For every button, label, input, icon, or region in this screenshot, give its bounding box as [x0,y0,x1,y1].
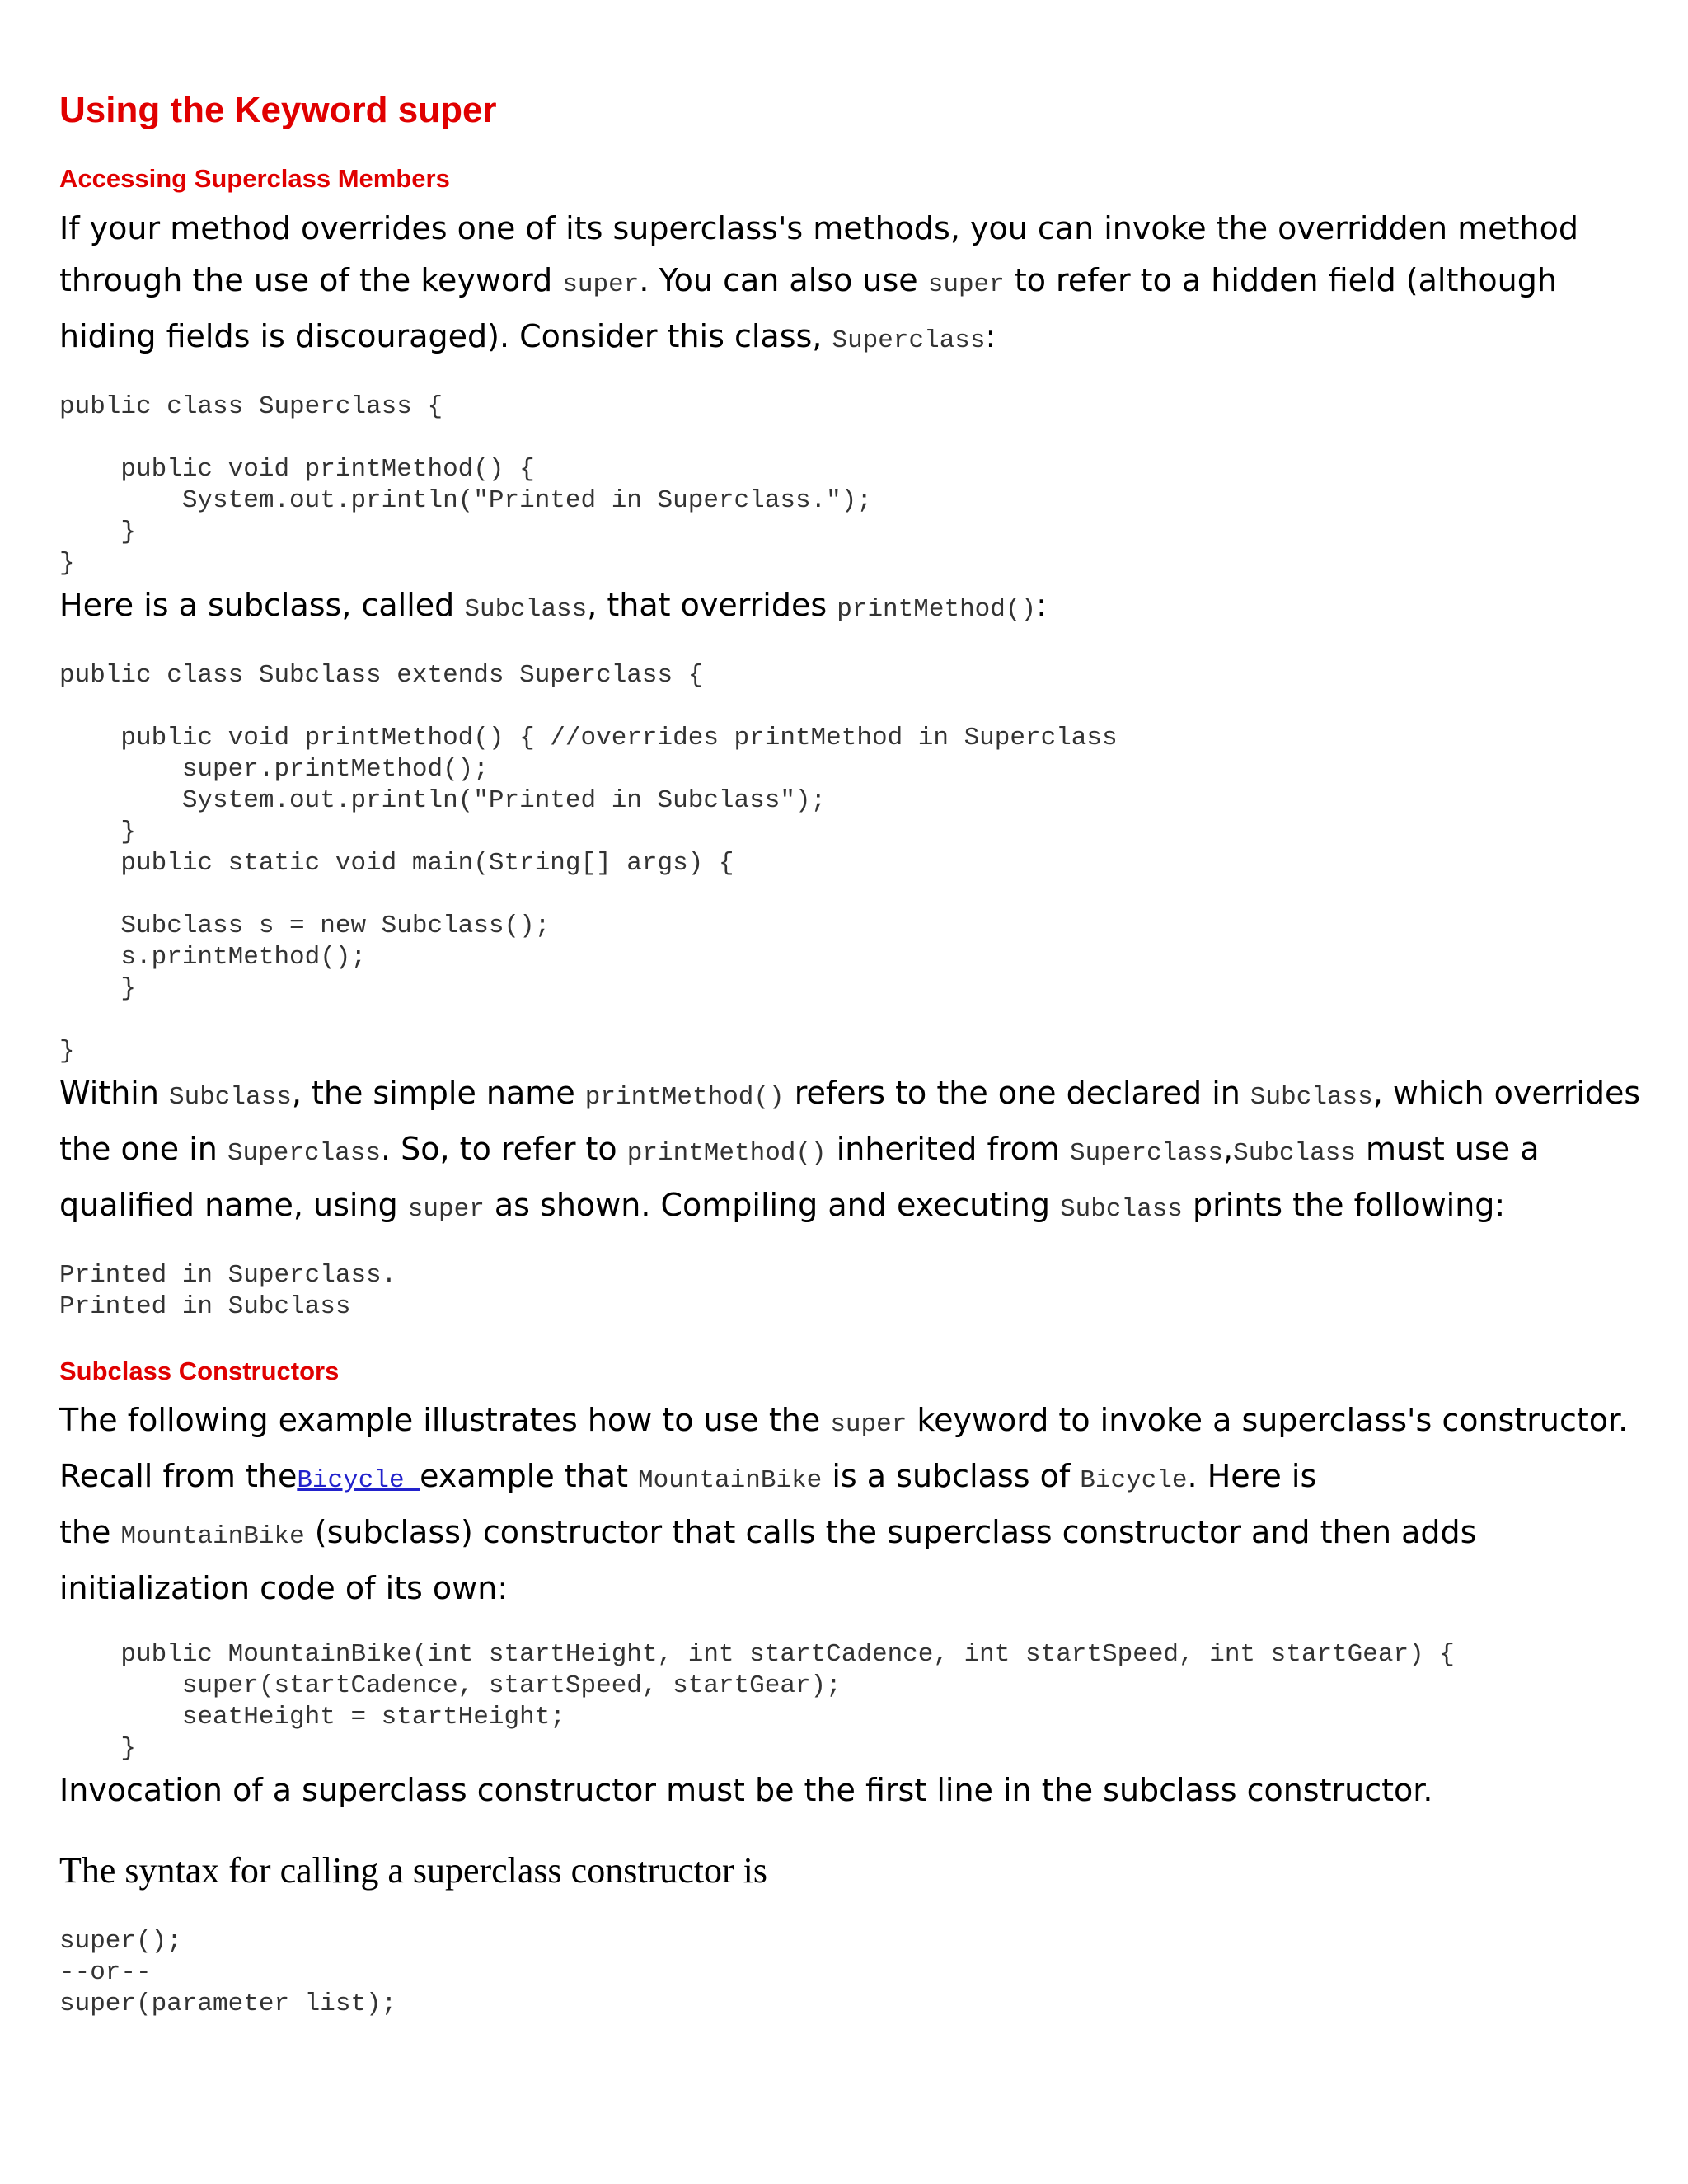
text: example that [420,1457,639,1494]
paragraph-constructors-intro [59,1394,1642,1615]
text: the [59,1513,121,1550]
paragraph-explanation [59,1067,1642,1235]
text: , that overrides [587,586,837,623]
inline-code: printMethod() [837,594,1037,624]
text: must use a qualified name, using [59,1130,1540,1223]
inline-code: Subclass [1250,1082,1373,1112]
text: inherited from [826,1130,1070,1167]
page-title: Using the Keyword super [59,90,497,130]
text: The following example illustrates how to use the [59,1401,831,1438]
code-block-mountainbike-constructor: public MountainBike(int startHeight, int startCadence, int startSpeed, int startGear) { super(startCadence, startSpeed, startGear); seatHeight = startHeight; } [120,1639,1455,1763]
text: keyword to invoke a superclass's constructor. Recall from the [59,1401,1629,1494]
text: : [1036,586,1047,623]
paragraph-invocation-note: Invocation of a superclass constructor must be the first line in the subclass constructor. [59,1771,1433,1808]
text: . You can also use [639,261,928,298]
inline-code: super [830,1409,907,1439]
inline-code: Bicycle [1080,1465,1188,1495]
text: prints the following: [1182,1186,1506,1223]
paragraph-intro [59,203,1642,367]
document-page [59,91,1642,2020]
inline-code: Subclass [169,1082,292,1112]
text: (subclass) constructor that calls the superclass constructor and then adds initialization code of its own: [59,1513,1477,1606]
inline-code: super [407,1194,485,1224]
inline-code: super [562,269,640,299]
text: . Here is [1187,1457,1317,1494]
inline-code: Superclass [1069,1138,1223,1168]
text: , the simple name [291,1074,585,1111]
text: : [985,317,996,354]
paragraph-subclass-intro [59,579,1642,635]
inline-code: Subclass [464,594,588,624]
text: Here is a subclass, called [59,586,465,623]
text: If your method overrides one of its superclass's methods, you can invoke the overridden method through the use of the keyword [59,209,1578,298]
text: is a subclass of [822,1457,1081,1494]
section-heading-accessing: Accessing Superclass Members [59,164,450,194]
inline-code: Subclass [1233,1138,1356,1168]
inline-code: Superclass [227,1138,381,1168]
code-block-output: Printed in Superclass. Printed in Subclass [59,1260,397,1321]
paragraph-syntax-intro: The syntax for calling a superclass constructor is [59,1849,767,1891]
bicycle-link[interactable]: Bicycle [297,1465,420,1495]
text: , which overrides the one in [59,1074,1641,1167]
code-block-super-syntax: super(); --or-- super(parameter list); [59,1926,397,2018]
section-heading-constructors: Subclass Constructors [59,1356,340,1385]
code-block-superclass: public class Superclass { public void printMethod() { System.out.println("Printed in Superclass."); } } [59,391,872,578]
text: as shown. Compiling and executing [484,1186,1061,1223]
code-block-subclass: public class Subclass extends Superclass { public void printMethod() { //overrides printMethod in Superclass super.printMethod(); System.out.println("Printed in Subclass"); } public static void main(String[] args) { Subclass s = new Subclass(); s.printMethod(); } } [59,660,1118,1066]
text: refers to the one declared in [784,1074,1250,1111]
inline-code: MountainBike [638,1465,823,1495]
inline-code: Subclass [1060,1194,1183,1224]
inline-code: MountainBike [120,1521,305,1551]
text: , [1223,1130,1234,1167]
inline-code: super [927,269,1005,299]
inline-code: Superclass [832,326,986,355]
text: Within [59,1074,169,1111]
text: to refer to a hidden field (although hiding fields is discouraged). Consider this class, [59,261,1557,354]
inline-code: printMethod() [626,1138,827,1168]
text: . So, to refer to [380,1130,627,1167]
inline-code: printMethod() [584,1082,785,1112]
